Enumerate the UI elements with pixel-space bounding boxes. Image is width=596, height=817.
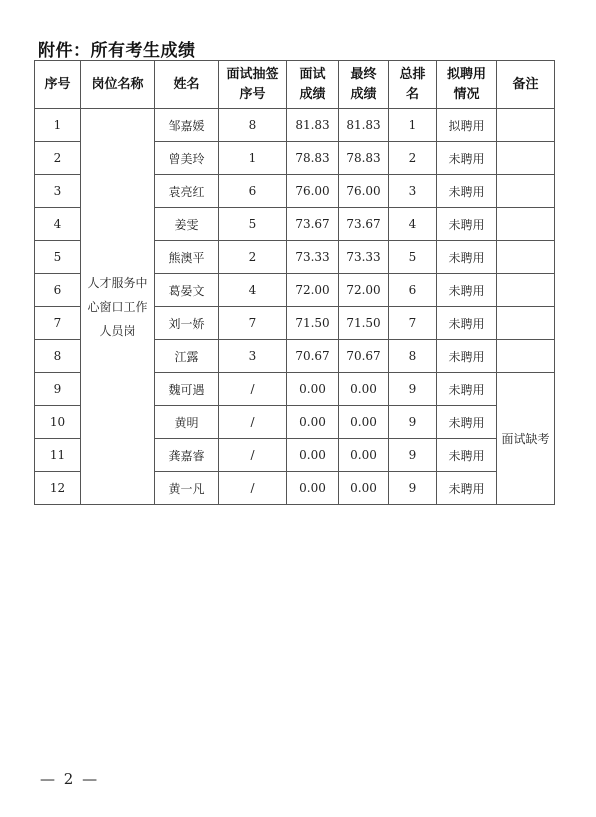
cell-draw: 3 [219, 340, 287, 373]
cell-interview: 78.83 [287, 142, 339, 175]
cell-seq: 12 [35, 472, 81, 505]
cell-rank: 5 [389, 241, 437, 274]
cell-draw: 7 [219, 307, 287, 340]
cell-status: 未聘用 [437, 208, 497, 241]
cell-name: 曾美玲 [155, 142, 219, 175]
header-row [35, 61, 555, 109]
cell-interview: 70.67 [287, 340, 339, 373]
cell-draw: / [219, 439, 287, 472]
cell-draw: 8 [219, 109, 287, 142]
cell-interview: 81.83 [287, 109, 339, 142]
cell-status: 未聘用 [437, 439, 497, 472]
cell-rank: 9 [389, 472, 437, 505]
cell-name: 熊澳平 [155, 241, 219, 274]
cell-remark [497, 307, 555, 340]
cell-seq: 6 [35, 274, 81, 307]
cell-final: 72.00 [339, 274, 389, 307]
cell-status: 未聘用 [437, 472, 497, 505]
cell-status: 未聘用 [437, 307, 497, 340]
cell-remark [497, 175, 555, 208]
cell-remark [497, 142, 555, 175]
cell-final: 70.67 [339, 340, 389, 373]
cell-seq: 11 [35, 439, 81, 472]
cell-final: 73.33 [339, 241, 389, 274]
header-position: 岗位名称 [81, 61, 155, 109]
cell-remark [497, 340, 555, 373]
cell-name: 姜雯 [155, 208, 219, 241]
scores-table [34, 60, 555, 505]
cell-final: 0.00 [339, 439, 389, 472]
cell-seq: 2 [35, 142, 81, 175]
cell-seq: 1 [35, 109, 81, 142]
cell-rank: 6 [389, 274, 437, 307]
document-title: 附件：所有考生成绩 [38, 41, 196, 61]
header-final-score: 最终 成绩 [339, 61, 389, 109]
cell-interview: 73.67 [287, 208, 339, 241]
cell-status: 拟聘用 [437, 109, 497, 142]
cell-name: 黄一凡 [155, 472, 219, 505]
cell-rank: 4 [389, 208, 437, 241]
cell-status: 未聘用 [437, 340, 497, 373]
cell-draw: 5 [219, 208, 287, 241]
cell-name: 魏可遇 [155, 373, 219, 406]
cell-status: 未聘用 [437, 175, 497, 208]
cell-remark [497, 109, 555, 142]
cell-position-name: 人才服务中 心窗口工作 人员岗 [81, 109, 155, 505]
cell-final: 76.00 [339, 175, 389, 208]
cell-draw: 6 [219, 175, 287, 208]
cell-interview: 72.00 [287, 274, 339, 307]
cell-name: 龚嘉睿 [155, 439, 219, 472]
cell-draw: / [219, 472, 287, 505]
cell-final: 71.50 [339, 307, 389, 340]
header-seq: 序号 [35, 61, 81, 109]
header-remarks: 备注 [497, 61, 555, 109]
cell-name: 葛晏文 [155, 274, 219, 307]
cell-final: 0.00 [339, 406, 389, 439]
cell-rank: 1 [389, 109, 437, 142]
cell-seq: 4 [35, 208, 81, 241]
cell-seq: 5 [35, 241, 81, 274]
header-interview-score: 面试 成绩 [287, 61, 339, 109]
cell-status: 未聘用 [437, 406, 497, 439]
header-draw-number: 面试抽签 序号 [219, 61, 287, 109]
header-hire-status: 拟聘用 情况 [437, 61, 497, 109]
cell-name: 黄明 [155, 406, 219, 439]
cell-seq: 3 [35, 175, 81, 208]
cell-interview: 0.00 [287, 439, 339, 472]
cell-draw: / [219, 406, 287, 439]
table-row [35, 109, 555, 142]
cell-interview: 0.00 [287, 472, 339, 505]
header-name: 姓名 [155, 61, 219, 109]
cell-rank: 9 [389, 406, 437, 439]
cell-status: 未聘用 [437, 373, 497, 406]
cell-final: 78.83 [339, 142, 389, 175]
cell-status: 未聘用 [437, 274, 497, 307]
cell-name: 刘一娇 [155, 307, 219, 340]
cell-name: 江露 [155, 340, 219, 373]
cell-status: 未聘用 [437, 142, 497, 175]
cell-final: 0.00 [339, 472, 389, 505]
cell-name: 邹嘉媛 [155, 109, 219, 142]
cell-seq: 10 [35, 406, 81, 439]
cell-rank: 2 [389, 142, 437, 175]
cell-final: 73.67 [339, 208, 389, 241]
cell-rank: 3 [389, 175, 437, 208]
cell-remark [497, 274, 555, 307]
cell-interview: 73.33 [287, 241, 339, 274]
cell-interview: 0.00 [287, 406, 339, 439]
cell-interview: 71.50 [287, 307, 339, 340]
cell-final: 0.00 [339, 373, 389, 406]
cell-remark-absent: 面试缺考 [497, 373, 555, 505]
cell-draw: 1 [219, 142, 287, 175]
cell-draw: 2 [219, 241, 287, 274]
page-number: — 2 — [40, 770, 100, 788]
cell-seq: 8 [35, 340, 81, 373]
cell-remark [497, 241, 555, 274]
header-rank: 总排 名 [389, 61, 437, 109]
cell-final: 81.83 [339, 109, 389, 142]
cell-seq: 9 [35, 373, 81, 406]
cell-interview: 76.00 [287, 175, 339, 208]
cell-status: 未聘用 [437, 241, 497, 274]
cell-rank: 7 [389, 307, 437, 340]
cell-interview: 0.00 [287, 373, 339, 406]
cell-rank: 9 [389, 373, 437, 406]
cell-rank: 9 [389, 439, 437, 472]
cell-rank: 8 [389, 340, 437, 373]
cell-draw: / [219, 373, 287, 406]
cell-remark [497, 208, 555, 241]
cell-name: 袁亮红 [155, 175, 219, 208]
cell-seq: 7 [35, 307, 81, 340]
cell-draw: 4 [219, 274, 287, 307]
